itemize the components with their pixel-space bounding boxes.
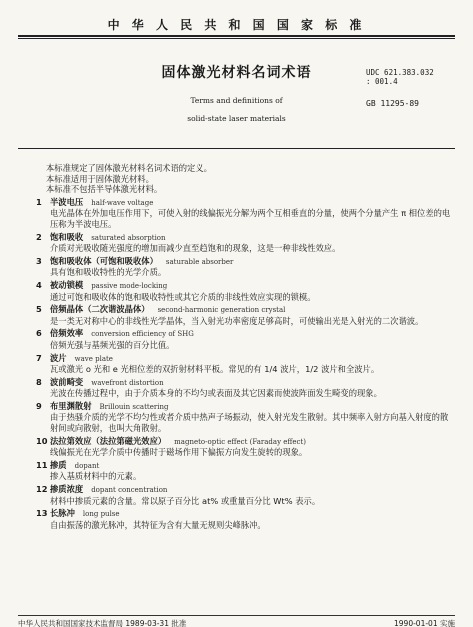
intro-line: 本标准不包括半导体激光材料。 bbox=[46, 184, 163, 195]
term-name: 掺质浓度 bbox=[50, 484, 84, 495]
term-definition: 是一类无对称中心的非线性光学晶体，当入射光功率密度足够高时，可使输出光是入射光的二次谐波。 bbox=[50, 315, 424, 326]
term-english: magneto-optic effect (Faraday effect) bbox=[174, 437, 306, 446]
term-heading bbox=[36, 353, 451, 365]
terms-list bbox=[36, 197, 451, 531]
document-body bbox=[36, 163, 451, 530]
term-entry bbox=[36, 353, 451, 375]
term-number: 11 bbox=[36, 459, 48, 470]
gb-number: GB 11295-89 bbox=[366, 99, 419, 108]
term-heading bbox=[36, 484, 451, 496]
term-heading bbox=[36, 460, 451, 472]
term-number: 4 bbox=[36, 279, 42, 290]
term-heading bbox=[36, 197, 451, 209]
term-name: 饱和吸收 bbox=[50, 231, 84, 242]
term-entry bbox=[36, 436, 451, 458]
term-name: 半波电压 bbox=[50, 196, 84, 207]
term-definition: 介质对光吸收随光强度的增加而减少直至趋饱和的现象，这是一种非线性效应。 bbox=[50, 243, 341, 254]
term-heading bbox=[36, 328, 451, 340]
term-name: 被动锁模 bbox=[50, 279, 84, 290]
term-heading bbox=[36, 436, 451, 448]
term-definition: 倍频光强与基频光强的百分比值。 bbox=[50, 339, 175, 350]
term-english: half-wave voltage bbox=[91, 198, 154, 207]
term-definition: 线偏振光在光学介质中传播时于磁场作用下偏振方向发生旋转的现象。 bbox=[50, 447, 308, 458]
header-rule bbox=[18, 35, 455, 37]
term-definition: 通过可饱和吸收体的饱和吸收特性或其它介质的非线性效应实现的锁模。 bbox=[50, 291, 316, 302]
footer-implementation: 1990-01-01 实施 bbox=[394, 619, 455, 627]
term-number: 5 bbox=[36, 304, 42, 315]
term-name: 长脉冲 bbox=[50, 508, 75, 519]
term-english: passive mode-locking bbox=[91, 281, 168, 290]
term-entry bbox=[36, 377, 451, 399]
term-number: 9 bbox=[36, 400, 42, 411]
term-heading bbox=[36, 256, 451, 268]
national-standard-header: 中 华 人 民 共 和 国 国 家 标 准 bbox=[107, 18, 366, 32]
term-english: second-harmonic generation crystal bbox=[157, 306, 286, 315]
term-number: 7 bbox=[36, 352, 42, 363]
term-number: 6 bbox=[36, 328, 42, 339]
header-rule-thin bbox=[18, 38, 455, 39]
term-english: Brillouin scattering bbox=[99, 402, 169, 411]
term-number: 1 bbox=[36, 196, 42, 207]
intro-line: 本标准规定了固体激光材料名词术语的定义。 bbox=[46, 163, 212, 173]
term-name: 法拉第效应（法拉第磁光效应） bbox=[50, 435, 167, 446]
term-english: wavefront distortion bbox=[91, 378, 164, 387]
footer-approval: 中华人民共和国国家技术监督局 1989-03-31 批准 bbox=[18, 619, 187, 627]
term-heading bbox=[36, 377, 451, 389]
term-english: saturable absorber bbox=[165, 257, 234, 266]
term-name: 掺质 bbox=[50, 459, 67, 470]
intro-line: 本标准适用于固体激光材料。 bbox=[46, 173, 154, 184]
term-entry bbox=[36, 197, 451, 230]
term-heading bbox=[36, 508, 451, 520]
term-definition: 瓦或激光 o 光和 e 光相位差的双折射材料平板。常见的有 1/4 波片，1/2 波片和全波片。 bbox=[50, 364, 380, 375]
term-definition: 自由振荡的激光脉冲，其特征为含有大量无规则尖峰脉冲。 bbox=[50, 519, 266, 530]
intro-section bbox=[36, 163, 451, 195]
term-english: conversion efficiency of SHG bbox=[91, 330, 194, 339]
term-english: long pulse bbox=[82, 510, 120, 519]
term-entry bbox=[36, 328, 451, 350]
title-separator bbox=[18, 148, 455, 149]
udc-code bbox=[366, 68, 434, 86]
term-heading bbox=[36, 232, 451, 244]
document-title: 固体激光材料名词术语 bbox=[161, 65, 312, 81]
term-definition: 电光晶体在外加电压作用下，可使入射的线偏振光分解为两个互相垂直的分量，使两个分量产生 π 相位差的电压称为半波电压。 bbox=[50, 208, 451, 229]
term-name: 饱和吸收体（可饱和吸收体） bbox=[50, 255, 158, 266]
english-title-line1: Terms and definitions of bbox=[190, 96, 283, 105]
term-heading bbox=[36, 304, 451, 316]
footer bbox=[18, 618, 455, 627]
term-entry bbox=[36, 401, 451, 434]
term-number: 2 bbox=[36, 231, 42, 242]
term-number: 3 bbox=[36, 255, 42, 266]
footer-rule bbox=[18, 615, 455, 616]
term-english: dopant bbox=[74, 461, 100, 470]
term-entry bbox=[36, 280, 451, 302]
term-name: 波片 bbox=[50, 352, 67, 363]
term-definition: 掺入基质材料中的元素。 bbox=[50, 471, 142, 482]
term-number: 12 bbox=[36, 484, 48, 495]
term-definition: 由于热骚介质的光学不均匀性或者介质中热声子场振动，使入射光发生散射。其中频率入射方向基入射度的散射间或向散射，也叫大角散射。 bbox=[50, 412, 449, 434]
english-title-line2: solid-state laser materials bbox=[187, 114, 286, 123]
term-entry bbox=[36, 304, 451, 326]
term-english: saturated absorption bbox=[91, 233, 166, 242]
term-number: 13 bbox=[36, 508, 48, 519]
term-definition: 光波在传播过程中，由于介质本身的不均匀或表面及其它因素而使波阵面发生畸变的现象。 bbox=[50, 388, 382, 399]
term-entry bbox=[36, 484, 451, 506]
term-entry bbox=[36, 232, 451, 254]
term-entry bbox=[36, 508, 451, 530]
term-entry bbox=[36, 460, 451, 482]
term-entry bbox=[36, 256, 451, 278]
term-name: 波前畸变 bbox=[50, 376, 84, 387]
term-english: dopant concentration bbox=[91, 486, 168, 495]
term-definition: 材料中掺质元素的含量。常以原子百分比 at% 或重量百分比 Wt% 表示。 bbox=[50, 495, 321, 506]
term-number: 8 bbox=[36, 376, 42, 387]
term-english: wave plate bbox=[74, 354, 113, 363]
term-name: 布里渊散射 bbox=[50, 400, 92, 411]
udc-line1: UDC 621.383.032 bbox=[366, 68, 434, 77]
term-heading bbox=[36, 280, 451, 292]
term-definition: 具有饱和吸收特性的光学介质。 bbox=[50, 267, 167, 278]
udc-line2: : 001.4 bbox=[366, 77, 398, 86]
term-number: 10 bbox=[36, 435, 48, 446]
term-name: 倍频效率 bbox=[50, 328, 84, 339]
term-heading bbox=[36, 401, 451, 413]
term-name: 倍频晶体（二次谐波晶体） bbox=[50, 304, 150, 315]
